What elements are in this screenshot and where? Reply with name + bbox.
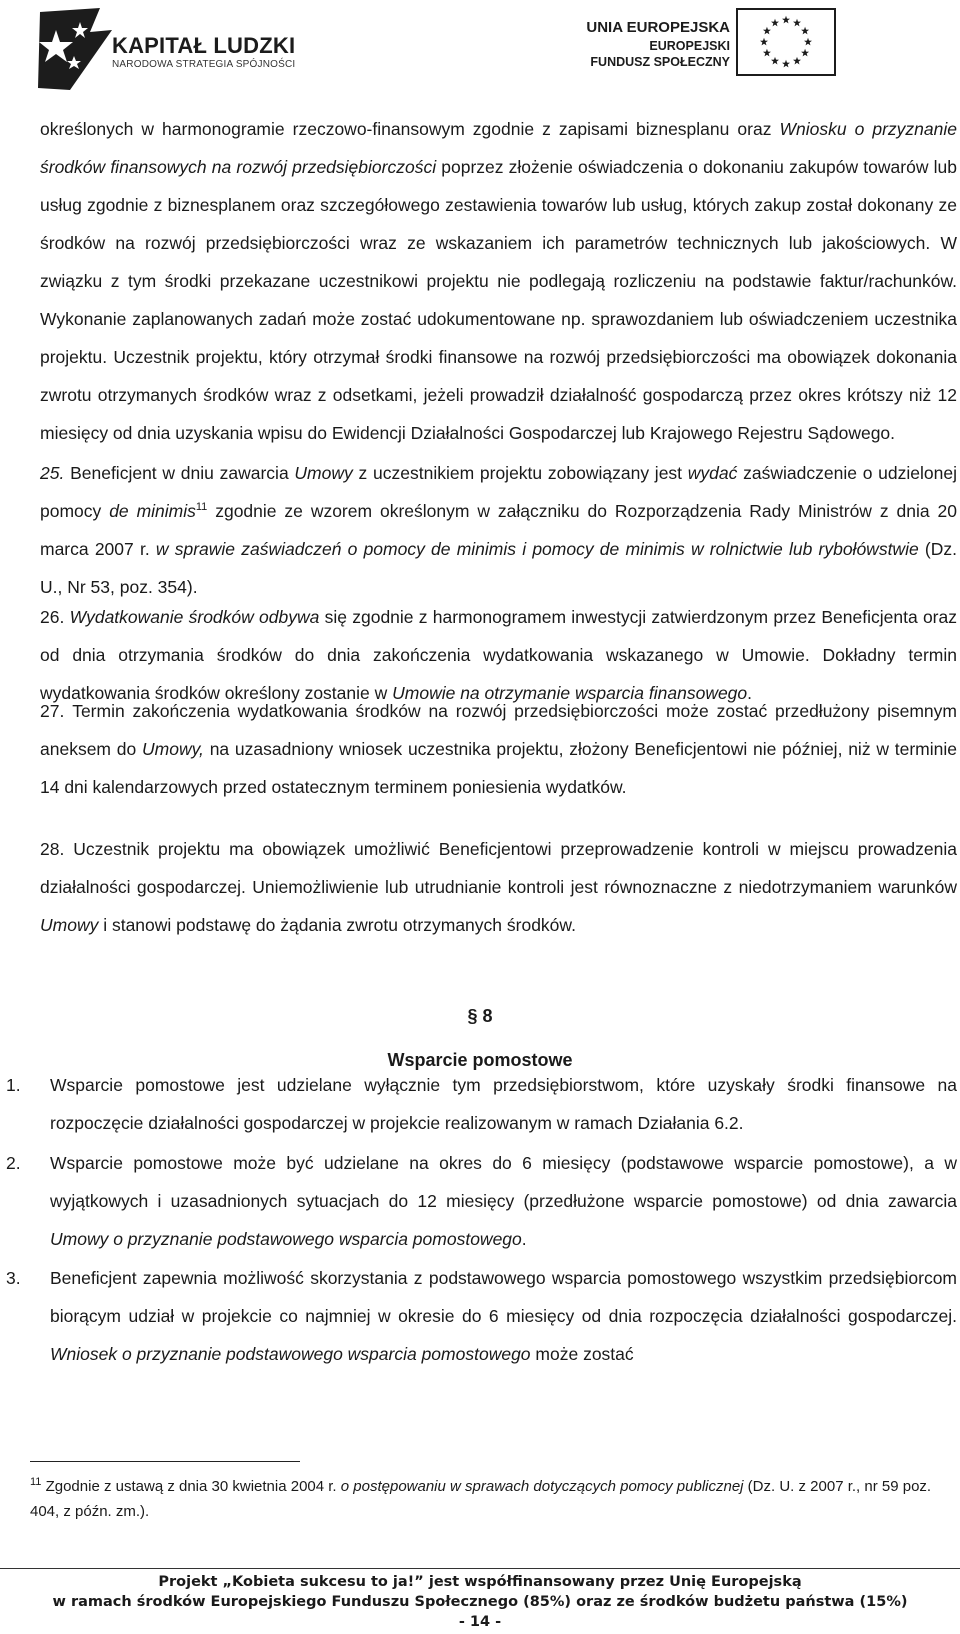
footnote	[30, 1474, 957, 1524]
eu-logo-text	[586, 18, 730, 70]
footnote-italic: o postępowaniu w sprawach dotyczących pomocy publicznej	[340, 1478, 744, 1495]
section-number: § 8	[467, 1006, 493, 1026]
kapital-ludzki-emblem-icon	[30, 2, 120, 92]
item-italic: wydać	[687, 463, 738, 483]
footer-separator	[0, 1568, 960, 1569]
eu-logo-line1: UNIA EUROPEJSKA	[586, 19, 730, 36]
intro-paragraph	[40, 110, 957, 452]
item-text: .	[747, 683, 753, 703]
item-text: (Dz. U., Nr 53, poz. 354).	[40, 539, 957, 597]
item-text: może zostać	[530, 1344, 634, 1364]
item-text: i stanowi podstawę do żądania zwrotu otrzymanych środków.	[98, 915, 576, 935]
footnote-text: Zgodnie z ustawą z dnia 30 kwietnia 2004 r.	[41, 1478, 341, 1495]
item-text: Beneficjent w dniu zawarcia	[70, 463, 295, 483]
intro-italic-1: Wniosku o przyznanie środków finansowych na rozwój przedsiębiorczości	[40, 119, 957, 177]
kapital-ludzki-title: KAPITAŁ LUDZKI	[112, 33, 296, 58]
eu-logo-line2: EUROPEJSKI	[649, 39, 730, 53]
item-italic: Wydatkowanie środków odbywa	[69, 607, 320, 627]
item-italic: de minimis	[109, 501, 196, 521]
footer-line-1: Projekt „Kobieta sukcesu to ja!” jest współfinansowany przez Unię Europejską	[158, 1574, 802, 1590]
intro-text-1: określonych w harmonogramie rzeczowo-finansowym zgodnie z zapisami biznesplanu oraz	[40, 119, 780, 139]
item-number: 3.	[6, 1268, 21, 1288]
item-text: zgodnie ze wzorem określonym w załączniku do Rozporządzenia Rady Ministrów z dnia 20 marca 2007 r.	[40, 501, 957, 559]
footer-line-2: w ramach środków Europejskiego Funduszu Społecznego (85%) oraz ze środków budżetu państwa (15%)	[52, 1594, 908, 1610]
item-number: 2.	[6, 1153, 21, 1173]
list-item	[6, 1144, 957, 1258]
paragraph-28	[40, 830, 957, 944]
item-text: na uzasadniony wniosek uczestnika projektu, złożony Beneficjentowi nie później, niż w terminie 14 dni kalendarzowych przed ostatecznym terminem poniesienia wydatków.	[40, 739, 957, 797]
list-item	[40, 454, 957, 606]
item-number: 26.	[40, 607, 65, 627]
item-italic: Umowie na otrzymanie wsparcia finansowego	[392, 683, 748, 703]
item-text: Wsparcie pomostowe może być udzielane na okres do 6 miesięcy (podstawowe wsparcie pomostowe), a w wyjątkowych i uzasadnionych sytuacjach do 12 miesięcy (przedłużone wsparcie pomostowe) od dnia zawarcia	[50, 1153, 957, 1211]
section-title: Wsparcie pomostowe	[387, 1050, 573, 1070]
item-italic: Umowy o przyznanie podstawowego wsparcia pomostowego	[50, 1229, 522, 1249]
eu-flag-icon	[736, 8, 836, 76]
intro-text-2: poprzez złożenie oświadczenia o dokonaniu zakupów towarów lub usług zgodnie z biznesplanem oraz szczegółowego zestawienia towarów lub usług, których zakup został dokonany ze środków na rozwój przedsiębiorczości wraz ze wskazaniem ich parametrów technicznych lub jakościowych. W związku z tym środki przekazane uczestnikowi projektu nie podlegają rozliczeniu na podstawie faktur/rachunków. Wykonanie zaplanowanych zadań może zostać udokumentowane np. sprawozdaniem lub oświadczeniem uczestnika projektu. Uczestnik projektu, który otrzymał środki finansowe na rozwój przedsiębiorczości ma obowiązek dokonania zwrotu otrzymanych środków wraz z odsetkami, jeżeli prowadził działalność gospodarczą przez okres krótszy niż 12 miesięcy od dnia uzyskania wpisu do Ewidencji Działalności Gospodarczej lub Krajowego Rejestru Sądowego.	[40, 157, 957, 443]
intro-text	[40, 110, 957, 452]
list-item	[40, 830, 957, 944]
item-italic: Umowy,	[142, 739, 204, 759]
footnote-number: 11	[30, 1476, 42, 1488]
eu-logo-line3: FUNDUSZ SPOŁECZNY	[590, 55, 730, 69]
item-number: 28.	[40, 839, 65, 859]
item-text: Beneficjent zapewnia możliwość skorzystania z podstawowego wsparcia pomostowego wszystkim przedsiębiorcom biorącym udział w projekcie co najmniej w okresie do 6 miesięcy od dnia rozpoczęcia działalności gospodarczej.	[50, 1268, 957, 1326]
item-text: Uczestnik projektu ma obowiązek umożliwić Beneficjentowi przeprowadzenie kontroli w miejscu prowadzenia działalności gospodarczej. Uniemożliwienie lub utrudnianie kontroli jest równoznaczne z niedotrzymaniem warunków	[40, 839, 957, 897]
item-text: .	[521, 1229, 527, 1249]
item-number: 25.	[40, 463, 65, 483]
kapital-ludzki-subtitle: NARODOWA STRATEGIA SPÓJNOŚCI	[112, 59, 296, 70]
item-text: z uczestnikiem projektu zobowiązany jest	[352, 463, 688, 483]
item-text: Termin zakończenia wydatkowania środków na rozwój przedsiębiorczości może zostać przedłużony pisemnym aneksem do	[40, 701, 957, 759]
item-text: zaświadczenie o udzielonej pomocy	[40, 463, 957, 521]
page-number: - 14 -	[458, 1614, 502, 1630]
footnote-separator	[30, 1461, 300, 1462]
section-item-1	[6, 1066, 957, 1142]
section-item-2	[6, 1144, 957, 1258]
section-item-3	[6, 1259, 957, 1373]
paragraph-27	[40, 692, 957, 806]
footnote-reference[interactable]: 11	[195, 501, 208, 514]
item-italic: w sprawie zaświadczeń o pomocy de minimis i pomocy de minimis w rolnictwie lub rybołówstwie	[155, 539, 919, 559]
item-number: 27.	[40, 701, 65, 721]
list-item	[6, 1259, 957, 1373]
item-text: się zgodnie z harmonogramem inwestycji zatwierdzonym przez Beneficjenta oraz od dnia otrzymania środków do dnia zakończenia wydatkowania wskazanego w Umowie. Dokładny termin wydatkowania środków określony zostanie w	[40, 607, 957, 703]
item-italic: Umowy	[294, 463, 353, 483]
paragraph-25	[40, 454, 957, 606]
list-item	[6, 1066, 957, 1142]
item-italic: Wniosek o przyznanie podstawowego wsparcia pomostowego	[50, 1344, 531, 1364]
footnote-text: (Dz. U. z 2007 r., nr 59 poz. 404, z późn. zm.).	[30, 1478, 932, 1520]
item-italic: Umowy	[40, 915, 99, 935]
list-item	[40, 692, 957, 806]
item-text: Wsparcie pomostowe jest udzielane wyłącznie tym przedsiębiorstwom, które uzyskały środki finansowe na rozpoczęcie działalności gospodarczej w projekcie realizowanym w ramach Działania 6.2.	[50, 1075, 957, 1133]
item-number: 1.	[6, 1075, 21, 1095]
